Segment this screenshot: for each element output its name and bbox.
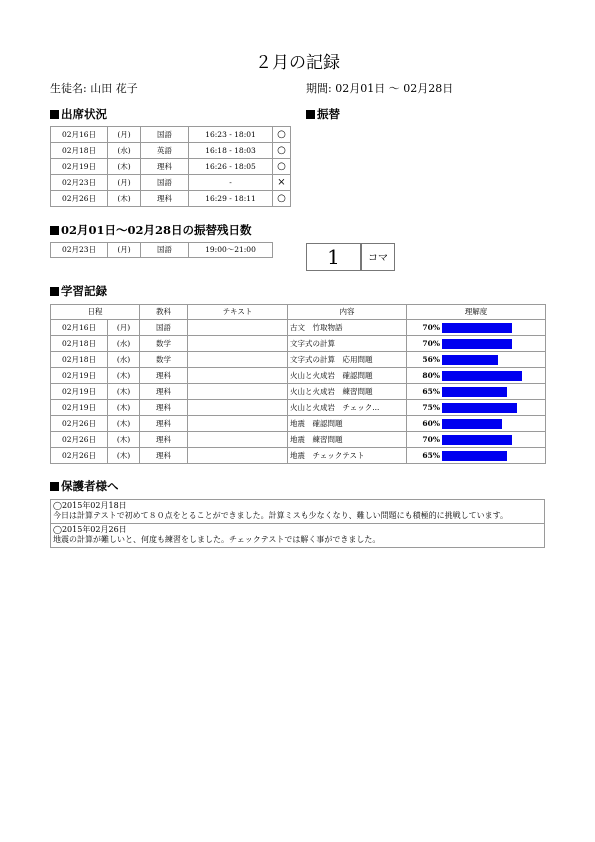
attendance-subject: 国語 <box>141 127 189 143</box>
section-guardian: 保護者様へ <box>50 478 119 494</box>
attendance-weekday: (月) <box>108 175 141 191</box>
study-date: 02月19日 <box>51 368 108 384</box>
study-textbook <box>188 368 288 384</box>
attendance-mark: ○ <box>273 143 291 159</box>
attendance-row <box>51 191 291 207</box>
understanding-percent: 80% <box>422 371 440 380</box>
study-subject: 理科 <box>140 384 188 400</box>
period-info <box>306 80 453 96</box>
understanding-percent: 60% <box>422 419 440 428</box>
guardian-note <box>51 500 545 524</box>
study-date: 02月19日 <box>51 384 108 400</box>
study-weekday: (月) <box>108 320 140 336</box>
attendance-date: 02月26日 <box>51 191 108 207</box>
remaining-table <box>50 242 273 258</box>
study-understanding <box>407 368 546 384</box>
study-row <box>51 448 546 464</box>
study-content: 文字式の計算 応用問題 <box>288 352 407 368</box>
study-understanding <box>407 352 546 368</box>
attendance-time: 16:18 - 18:03 <box>189 143 273 159</box>
period-label: 期間: <box>306 82 332 95</box>
study-textbook <box>188 432 288 448</box>
header-text: テキスト <box>188 305 288 320</box>
attendance-row <box>51 127 291 143</box>
student-label: 生徒名: <box>50 82 87 95</box>
study-table <box>50 304 546 464</box>
attendance-mark: ○ <box>273 127 291 143</box>
understanding-bar <box>442 371 522 381</box>
study-content: 火山と火成岩 確認問題 <box>288 368 407 384</box>
attendance-table <box>50 126 291 207</box>
study-weekday: (水) <box>108 352 140 368</box>
attendance-subject: 理科 <box>141 159 189 175</box>
study-subject: 理科 <box>140 448 188 464</box>
note-date: ◯2015年02月18日 <box>53 501 127 510</box>
understanding-bar <box>442 451 507 461</box>
attendance-subject: 国語 <box>141 175 189 191</box>
study-understanding <box>407 384 546 400</box>
study-subject: 理科 <box>140 400 188 416</box>
attendance-weekday: (木) <box>108 191 141 207</box>
study-weekday: (木) <box>108 400 140 416</box>
header-content: 内容 <box>288 305 407 320</box>
study-weekday: (水) <box>108 336 140 352</box>
study-content: 地震 チェックテスト <box>288 448 407 464</box>
attendance-date: 02月19日 <box>51 159 108 175</box>
attendance-date: 02月18日 <box>51 143 108 159</box>
note-body: 今日は計算テストで初めて８０点をとることができました。計算ミスも少なくなり、難しい問題にも積極的に挑戦しています。 <box>53 511 509 520</box>
attendance-row <box>51 159 291 175</box>
study-row <box>51 352 546 368</box>
remaining-weekday: (月) <box>108 243 141 258</box>
study-row <box>51 416 546 432</box>
section-study: 学習記録 <box>50 283 107 299</box>
study-weekday: (木) <box>108 384 140 400</box>
study-understanding <box>407 448 546 464</box>
study-textbook <box>188 320 288 336</box>
guardian-note <box>51 524 545 548</box>
understanding-percent: 70% <box>422 323 440 332</box>
attendance-subject: 理科 <box>141 191 189 207</box>
attendance-date: 02月16日 <box>51 127 108 143</box>
square-bullet-icon <box>50 287 59 296</box>
study-row <box>51 368 546 384</box>
study-weekday: (木) <box>108 432 140 448</box>
study-subject: 数学 <box>140 352 188 368</box>
attendance-mark: ○ <box>273 191 291 207</box>
section-attendance: 出席状況 <box>50 106 107 122</box>
study-content: 地震 確認問題 <box>288 416 407 432</box>
study-date: 02月19日 <box>51 400 108 416</box>
remaining-time: 19:00〜21:00 <box>189 243 273 258</box>
study-weekday: (木) <box>108 416 140 432</box>
understanding-percent: 75% <box>422 403 440 412</box>
study-row <box>51 400 546 416</box>
study-textbook <box>188 352 288 368</box>
study-date: 02月16日 <box>51 320 108 336</box>
note-date: ◯2015年02月26日 <box>53 525 127 534</box>
understanding-bar <box>442 403 517 413</box>
study-row <box>51 384 546 400</box>
attendance-mark: ○ <box>273 159 291 175</box>
attendance-row <box>51 175 291 191</box>
attendance-date: 02月23日 <box>51 175 108 191</box>
study-textbook <box>188 400 288 416</box>
study-understanding <box>407 320 546 336</box>
remaining-date: 02月23日 <box>51 243 108 258</box>
attendance-weekday: (水) <box>108 143 141 159</box>
understanding-bar <box>442 435 512 445</box>
study-textbook <box>188 384 288 400</box>
study-date: 02月18日 <box>51 352 108 368</box>
study-date: 02月26日 <box>51 448 108 464</box>
understanding-bar <box>442 387 507 397</box>
study-subject: 国語 <box>140 320 188 336</box>
attendance-row <box>51 143 291 159</box>
study-content: 火山と火成岩 練習問題 <box>288 384 407 400</box>
study-date: 02月18日 <box>51 336 108 352</box>
header-understanding: 理解度 <box>407 305 546 320</box>
attendance-weekday: (月) <box>108 127 141 143</box>
study-content: 文字式の計算 <box>288 336 407 352</box>
square-bullet-icon <box>50 482 59 491</box>
study-textbook <box>188 336 288 352</box>
study-weekday: (木) <box>108 368 140 384</box>
guardian-notes <box>50 499 545 548</box>
study-understanding <box>407 336 546 352</box>
page-title: ２月の記録 <box>255 53 340 73</box>
understanding-percent: 65% <box>422 387 440 396</box>
header-date: 日程 <box>51 305 140 320</box>
study-content: 火山と火成岩 チェック... <box>288 400 407 416</box>
study-subject: 理科 <box>140 368 188 384</box>
section-substitute: 振替 <box>306 106 340 122</box>
study-understanding <box>407 400 546 416</box>
understanding-bar <box>442 323 512 333</box>
understanding-bar <box>442 419 502 429</box>
square-bullet-icon <box>50 226 59 235</box>
attendance-subject: 英語 <box>141 143 189 159</box>
understanding-percent: 70% <box>422 435 440 444</box>
student-info <box>50 80 138 96</box>
understanding-percent: 70% <box>422 339 440 348</box>
understanding-bar <box>442 339 512 349</box>
attendance-time: 16:23 - 18:01 <box>189 127 273 143</box>
study-subject: 理科 <box>140 416 188 432</box>
study-row <box>51 432 546 448</box>
square-bullet-icon <box>50 110 59 119</box>
study-content: 地震 練習問題 <box>288 432 407 448</box>
student-name: 山田 花子 <box>90 82 138 95</box>
remaining-unit: コマ <box>361 243 395 271</box>
header-subject: 教科 <box>140 305 188 320</box>
attendance-mark: × <box>273 175 291 191</box>
study-textbook <box>188 448 288 464</box>
study-row <box>51 320 546 336</box>
attendance-time: - <box>189 175 273 191</box>
attendance-time: 16:26 - 18:05 <box>189 159 273 175</box>
study-weekday: (木) <box>108 448 140 464</box>
attendance-weekday: (木) <box>108 159 141 175</box>
study-row <box>51 336 546 352</box>
remaining-subject: 国語 <box>141 243 189 258</box>
period-value: 02月01日 〜 02月28日 <box>335 82 454 95</box>
understanding-percent: 56% <box>422 355 440 364</box>
study-date: 02月26日 <box>51 432 108 448</box>
understanding-percent: 65% <box>422 451 440 460</box>
study-subject: 数学 <box>140 336 188 352</box>
study-understanding <box>407 416 546 432</box>
study-header-row <box>51 305 546 320</box>
remaining-row <box>51 243 273 258</box>
attendance-time: 16:29 - 18:11 <box>189 191 273 207</box>
square-bullet-icon <box>306 110 315 119</box>
section-remaining: 02月01日〜02月28日の振替残日数 <box>50 222 252 238</box>
study-date: 02月26日 <box>51 416 108 432</box>
study-content: 古文 竹取物語 <box>288 320 407 336</box>
study-subject: 理科 <box>140 432 188 448</box>
understanding-bar <box>442 355 498 365</box>
remaining-count: 1 <box>306 243 361 271</box>
study-understanding <box>407 432 546 448</box>
note-body: 地震の計算が難しいと、何度も練習をしました。チェックテストでは解く事ができました。 <box>53 535 381 544</box>
study-textbook <box>188 416 288 432</box>
